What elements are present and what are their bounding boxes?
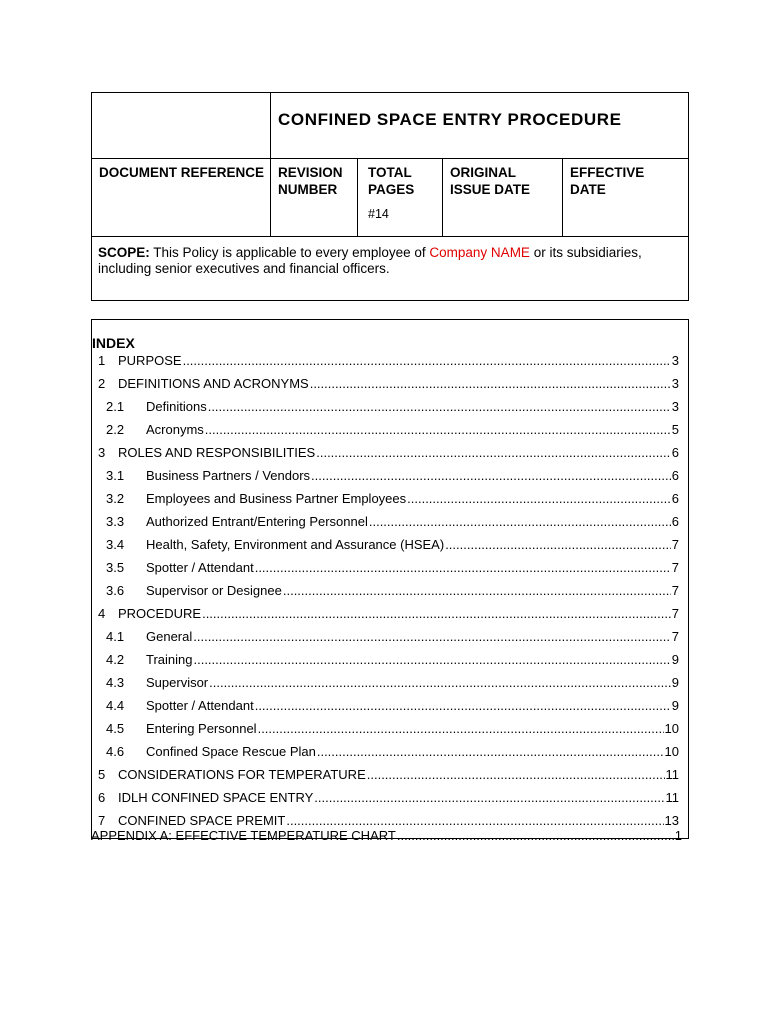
toc-page-number: 7 [671, 537, 679, 552]
company-name-placeholder: Company NAME [429, 245, 530, 260]
toc-title: Spotter / Attendant [146, 560, 254, 575]
toc-number: 4.3 [106, 675, 125, 690]
toc-leader-dots [310, 376, 671, 392]
toc-page-number: 3 [671, 353, 679, 368]
header-divider [442, 158, 443, 236]
total-pages-label [368, 164, 414, 198]
header-divider [270, 93, 271, 236]
toc-entry[interactable] [92, 698, 679, 714]
toc-title: CONFINED SPACE PREMIT [118, 813, 286, 828]
toc-entry[interactable] [92, 813, 679, 829]
toc-number: 4.4 [106, 698, 125, 713]
toc-number: 3.1 [106, 468, 125, 483]
toc-page-number: 6 [671, 514, 679, 529]
scope-statement [98, 245, 684, 277]
toc-page-number: 6 [671, 445, 679, 460]
toc-title: Spotter / Attendant [146, 698, 254, 713]
original-label-line2: ISSUE DATE [450, 182, 531, 197]
toc-title: Confined Space Rescue Plan [146, 744, 316, 759]
document-reference-label [99, 164, 264, 181]
toc-page-number: 7 [671, 560, 679, 575]
document-reference-text: DOCUMENT REFERENCE [99, 165, 265, 180]
toc-page-number: 13 [664, 813, 679, 828]
index-title: INDEX [92, 335, 135, 351]
effective-date-label [570, 164, 644, 198]
toc-page-number: 10 [664, 744, 679, 759]
toc-entry-appendix[interactable] [91, 828, 682, 844]
toc-title: Business Partners / Vendors [146, 468, 311, 483]
toc-page-number: 7 [671, 583, 679, 598]
original-label-line1: ORIGINAL [450, 165, 516, 180]
total-pages-value: #14 [368, 207, 389, 221]
toc-leader-dots [205, 422, 671, 438]
toc-title: Entering Personnel [146, 721, 257, 736]
toc-page-number: 9 [671, 698, 679, 713]
toc-title: Health, Safety, Environment and Assurance (HSEA) [146, 537, 445, 552]
toc-entry[interactable] [92, 629, 679, 645]
toc-page-number: 11 [665, 790, 679, 805]
toc-leader-dots [316, 445, 671, 461]
revision-number-label [278, 164, 343, 198]
toc-leader-dots [193, 652, 670, 668]
revision-label-line1: REVISION [278, 165, 343, 180]
toc-leader-dots [317, 744, 664, 760]
toc-page-number: 5 [671, 422, 679, 437]
toc-leader-dots [209, 675, 671, 691]
toc-title: ROLES AND RESPONSIBILITIES [118, 445, 316, 460]
toc-leader-dots [193, 629, 671, 645]
effective-label-line1: EFFECTIVE [570, 165, 645, 180]
toc-title: Employees and Business Partner Employees [146, 491, 407, 506]
toc-leader-dots [311, 468, 671, 484]
toc-page-number: 9 [671, 675, 679, 690]
document-title: CONFINED SPACE ENTRY PROCEDURE [278, 110, 622, 129]
toc-entry[interactable] [92, 399, 679, 415]
toc-title: PROCEDURE [118, 606, 202, 621]
toc-page-number: 6 [671, 491, 679, 506]
toc-title: IDLH CONFINED SPACE ENTRY [118, 790, 314, 805]
toc-entry[interactable] [92, 445, 679, 461]
toc-page-number: 6 [671, 468, 679, 483]
toc-entry[interactable] [92, 376, 679, 392]
toc-number: 4.5 [106, 721, 125, 736]
toc-leader-dots [367, 767, 665, 783]
toc-page-number: 7 [671, 629, 679, 644]
toc-title: Supervisor or Designee [146, 583, 282, 598]
toc-leader-dots [286, 813, 663, 829]
effective-label-line2: DATE [570, 182, 606, 197]
total-label-line1: TOTAL [368, 165, 412, 180]
scope-text-after: or its subsidiaries, including senior executives and financial officers. [98, 245, 642, 276]
toc-title: Acronyms [146, 422, 204, 437]
toc-entry[interactable] [92, 353, 679, 369]
toc-number: 3.3 [106, 514, 125, 529]
toc-number: 3.4 [106, 537, 125, 552]
toc-title: APPENDIX A: EFFECTIVE TEMPERATURE CHART [91, 828, 396, 843]
toc-title: Training [146, 652, 193, 667]
index-box [91, 319, 689, 843]
toc-leader-dots [397, 828, 674, 844]
toc-number: 7 [98, 813, 106, 828]
toc-entry[interactable] [92, 606, 679, 622]
toc-title: DEFINITIONS AND ACRONYMS [118, 376, 309, 391]
toc-title: Supervisor [146, 675, 209, 690]
toc-entry[interactable] [92, 675, 679, 691]
header-divider [92, 158, 688, 159]
toc-page-number: 9 [671, 652, 679, 667]
toc-title: PURPOSE [118, 353, 182, 368]
toc-page-number: 11 [665, 767, 679, 782]
toc-number: 4.2 [106, 652, 125, 667]
toc-entry[interactable] [92, 652, 679, 668]
scope-text-before: This Policy is applicable to every employee of [149, 245, 430, 260]
toc-entry[interactable] [92, 537, 679, 553]
toc-leader-dots [445, 537, 671, 553]
toc-leader-dots [407, 491, 671, 507]
toc-number: 3.5 [106, 560, 125, 575]
toc-leader-dots [369, 514, 671, 530]
toc-leader-dots [255, 698, 671, 714]
toc-number: 2.2 [106, 422, 125, 437]
toc-title: General [146, 629, 193, 644]
toc-leader-dots [202, 606, 671, 622]
toc-entry[interactable] [92, 514, 679, 530]
header-divider [357, 158, 358, 236]
toc-number: 6 [98, 790, 106, 805]
toc-title: Authorized Entrant/Entering Personnel [146, 514, 368, 529]
toc-number: 4.1 [106, 629, 125, 644]
toc-entry[interactable] [92, 491, 679, 507]
revision-label-line2: NUMBER [278, 182, 338, 197]
document-header-table [91, 92, 689, 301]
toc-number: 4.6 [106, 744, 125, 759]
toc-leader-dots [283, 583, 671, 599]
toc-leader-dots [208, 399, 671, 415]
toc-page-number: 1 [674, 828, 682, 843]
toc-entry[interactable] [92, 468, 679, 484]
toc-leader-dots [255, 560, 671, 576]
toc-entry[interactable] [92, 744, 679, 760]
toc-entry[interactable] [92, 422, 679, 438]
toc-leader-dots [258, 721, 664, 737]
toc-number: 5 [98, 767, 106, 782]
toc-title: CONSIDERATIONS FOR TEMPERATURE [118, 767, 366, 782]
original-issue-date-label [450, 164, 530, 198]
header-divider [562, 158, 563, 236]
toc-entry[interactable] [92, 721, 679, 737]
toc-page-number: 7 [671, 606, 679, 621]
toc-entry[interactable] [92, 560, 679, 576]
toc-number: 2 [98, 376, 106, 391]
toc-number: 3.6 [106, 583, 125, 598]
toc-number: 4 [98, 606, 106, 621]
toc-number: 2.1 [106, 399, 125, 414]
toc-entry[interactable] [92, 583, 679, 599]
scope-label: SCOPE: [98, 245, 150, 260]
total-label-line2: PAGES [368, 182, 415, 197]
toc-title: Definitions [146, 399, 207, 414]
toc-number: 3.2 [106, 491, 125, 506]
toc-leader-dots [183, 353, 671, 369]
toc-entry[interactable] [92, 767, 679, 783]
toc-entry[interactable] [92, 790, 679, 806]
header-divider [92, 236, 688, 237]
toc-page-number: 3 [671, 399, 679, 414]
toc-page-number: 10 [664, 721, 679, 736]
toc-leader-dots [314, 790, 664, 806]
toc-page-number: 3 [671, 376, 679, 391]
toc-number: 1 [98, 353, 106, 368]
toc-number: 3 [98, 445, 106, 460]
